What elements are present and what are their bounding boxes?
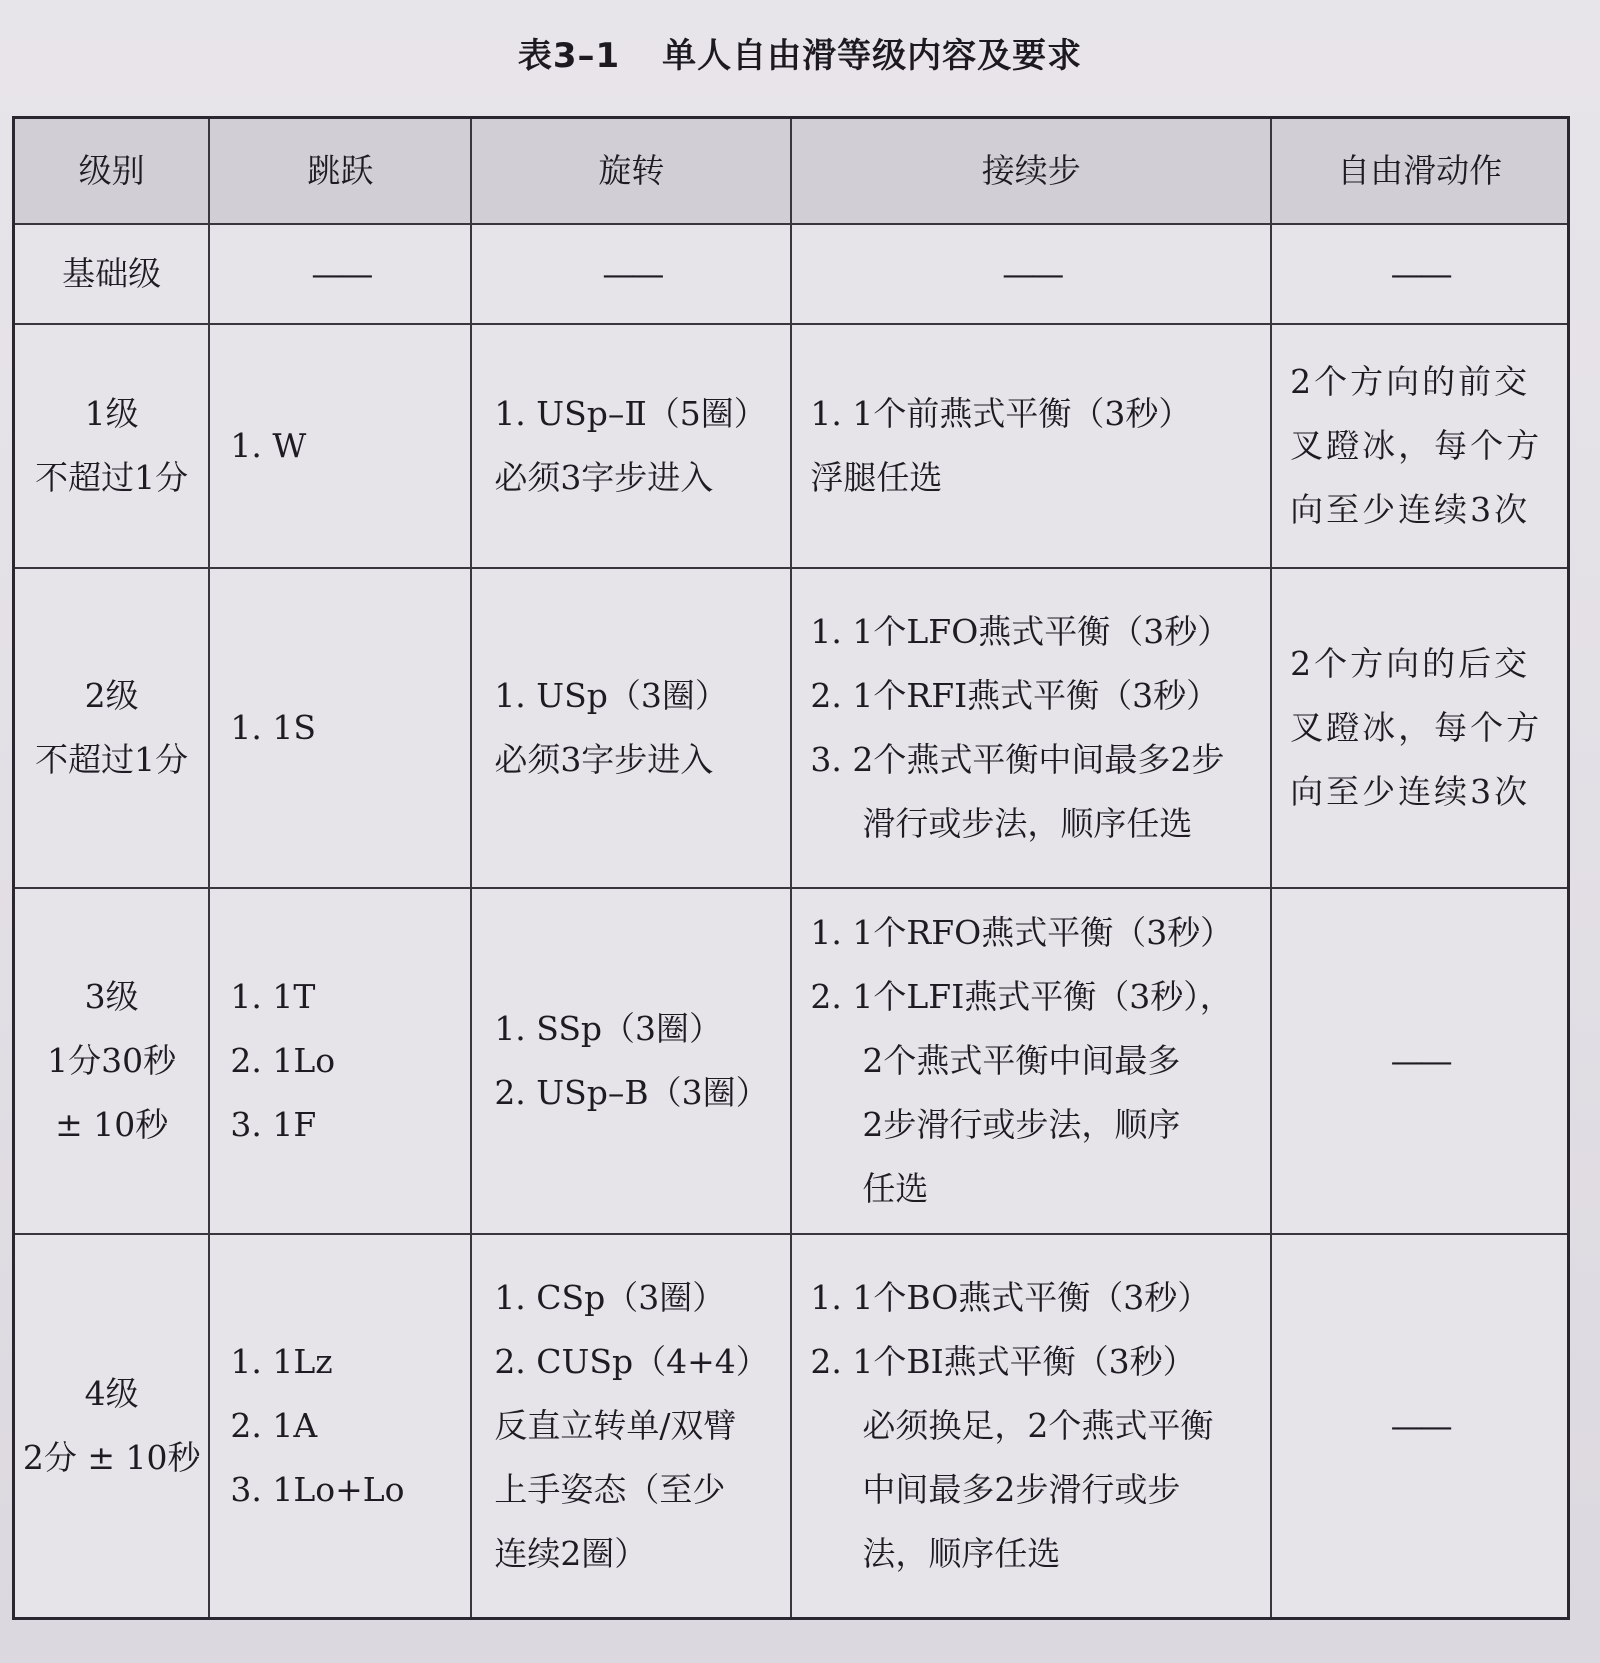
spin-item: 必须3字步进入 [494,740,714,779]
table-row [14,324,1569,568]
spin-item: 1. USp–Ⅱ（5圈） [494,394,767,433]
jumps-cell [209,1234,471,1619]
free-cell [1271,324,1568,568]
step-item: 浮腿任选 [810,458,943,497]
spins-cell [471,888,791,1234]
step-item: 1. 1个前燕式平衡（3秒） [810,394,1192,433]
free-cell [1271,224,1568,324]
level-time: 不超过1分 [35,740,189,779]
free-item: 2个方向的前交叉蹬冰，每个方向至少连续3次 [1290,362,1543,529]
level-name: 3级 [84,977,139,1016]
step-item: 2. 1个BI燕式平衡（3秒） [810,1342,1196,1381]
table-row [14,224,1569,324]
jump-item: 2. 1A [230,1406,318,1445]
step-item: 2. 1个LFI燕式平衡（3秒）， [810,977,1233,1016]
step-item-continued: 任选 [862,1169,929,1208]
header-jumps: 跳跃 [209,118,471,225]
step-item-continued: 2步滑行或步法，顺序 [862,1105,1181,1144]
level-cell [14,1234,210,1619]
spins-cell [471,324,791,568]
table-row [14,1234,1569,1619]
jump-item: 3. 1F [230,1105,317,1144]
spins-cell [471,568,791,888]
spin-item-continued: 反直立转单/双臂 [494,1406,737,1445]
steps-cell [791,888,1271,1234]
jumps-cell [209,324,471,568]
empty-dash: —— [311,254,370,293]
table-number: 表3–1 [517,36,621,76]
spin-item-continued: 上手姿态（至少 [494,1470,726,1509]
level-cell [14,568,210,888]
table-row [14,888,1569,1234]
steps-cell [791,224,1271,324]
spin-item: 1. USp（3圈） [494,676,728,715]
level-cell [14,888,210,1234]
table-row [14,568,1569,888]
step-item-continued: 必须换足，2个燕式平衡 [862,1406,1214,1445]
level-time: 1分30秒 [47,1041,177,1080]
empty-dash: —— [1002,254,1061,293]
step-item-continued: 法，顺序任选 [862,1534,1061,1573]
header-steps: 接续步 [791,118,1271,225]
spin-item: 2. USp–B（3圈） [494,1073,769,1112]
spin-item: 必须3字步进入 [494,458,714,497]
level-name: 基础级 [62,254,162,293]
jump-item: 3. 1Lo+Lo [230,1470,405,1509]
spins-cell [471,224,791,324]
grade-requirements-table [12,116,1570,1620]
header-spins: 旋转 [471,118,791,225]
free-cell [1271,568,1568,888]
jump-item: 1. 1S [230,708,316,747]
empty-dash: —— [1390,254,1449,293]
steps-cell [791,1234,1271,1619]
table-caption [0,28,1600,77]
level-time: 不超过1分 [35,458,189,497]
jumps-cell [209,568,471,888]
table-title: 单人自由滑等级内容及要求 [662,36,1083,76]
step-item: 1. 1个RFO燕式平衡（3秒） [810,913,1234,952]
empty-dash: —— [602,254,661,293]
step-item: 1. 1个BO燕式平衡（3秒） [810,1278,1211,1317]
step-item: 3. 2个燕式平衡中间最多2步 [810,740,1225,779]
steps-cell [791,568,1271,888]
level-tolerance: ± 10秒 [55,1105,169,1144]
step-item: 2. 1个RFI燕式平衡（3秒） [810,676,1220,715]
step-item-continued: 滑行或步法，顺序任选 [862,804,1193,843]
jump-item: 1. 1T [230,977,316,1016]
level-name: 2级 [84,676,139,715]
step-item-continued: 2个燕式平衡中间最多 [862,1041,1181,1080]
jump-item: 2. 1Lo [230,1041,336,1080]
level-name: 1级 [84,394,139,433]
header-level: 级别 [14,118,210,225]
spin-item: 1. CSp（3圈） [494,1278,726,1317]
free-cell [1271,1234,1568,1619]
spin-item: 1. SSp（3圈） [494,1009,723,1048]
spin-item: 2. CUSp（4+4） [494,1342,769,1381]
jumps-cell [209,888,471,1234]
jumps-cell [209,224,471,324]
step-item: 1. 1个LFO燕式平衡（3秒） [810,612,1231,651]
jump-item: 1. W [230,426,307,465]
empty-dash: —— [1390,1041,1449,1080]
spin-item-continued: 连续2圈） [494,1534,648,1573]
free-cell [1271,888,1568,1234]
jump-item: 1. 1Lz [230,1342,333,1381]
step-item-continued: 中间最多2步滑行或步 [862,1470,1181,1509]
level-time: 2分 ± 10秒 [22,1438,201,1477]
header-free: 自由滑动作 [1271,118,1568,225]
level-name: 4级 [84,1374,139,1413]
level-cell [14,224,210,324]
header-row [14,118,1569,225]
spins-cell [471,1234,791,1619]
free-item: 2个方向的后交叉蹬冰，每个方向至少连续3次 [1290,644,1543,811]
level-cell [14,324,210,568]
empty-dash: —— [1390,1406,1449,1445]
steps-cell [791,324,1271,568]
